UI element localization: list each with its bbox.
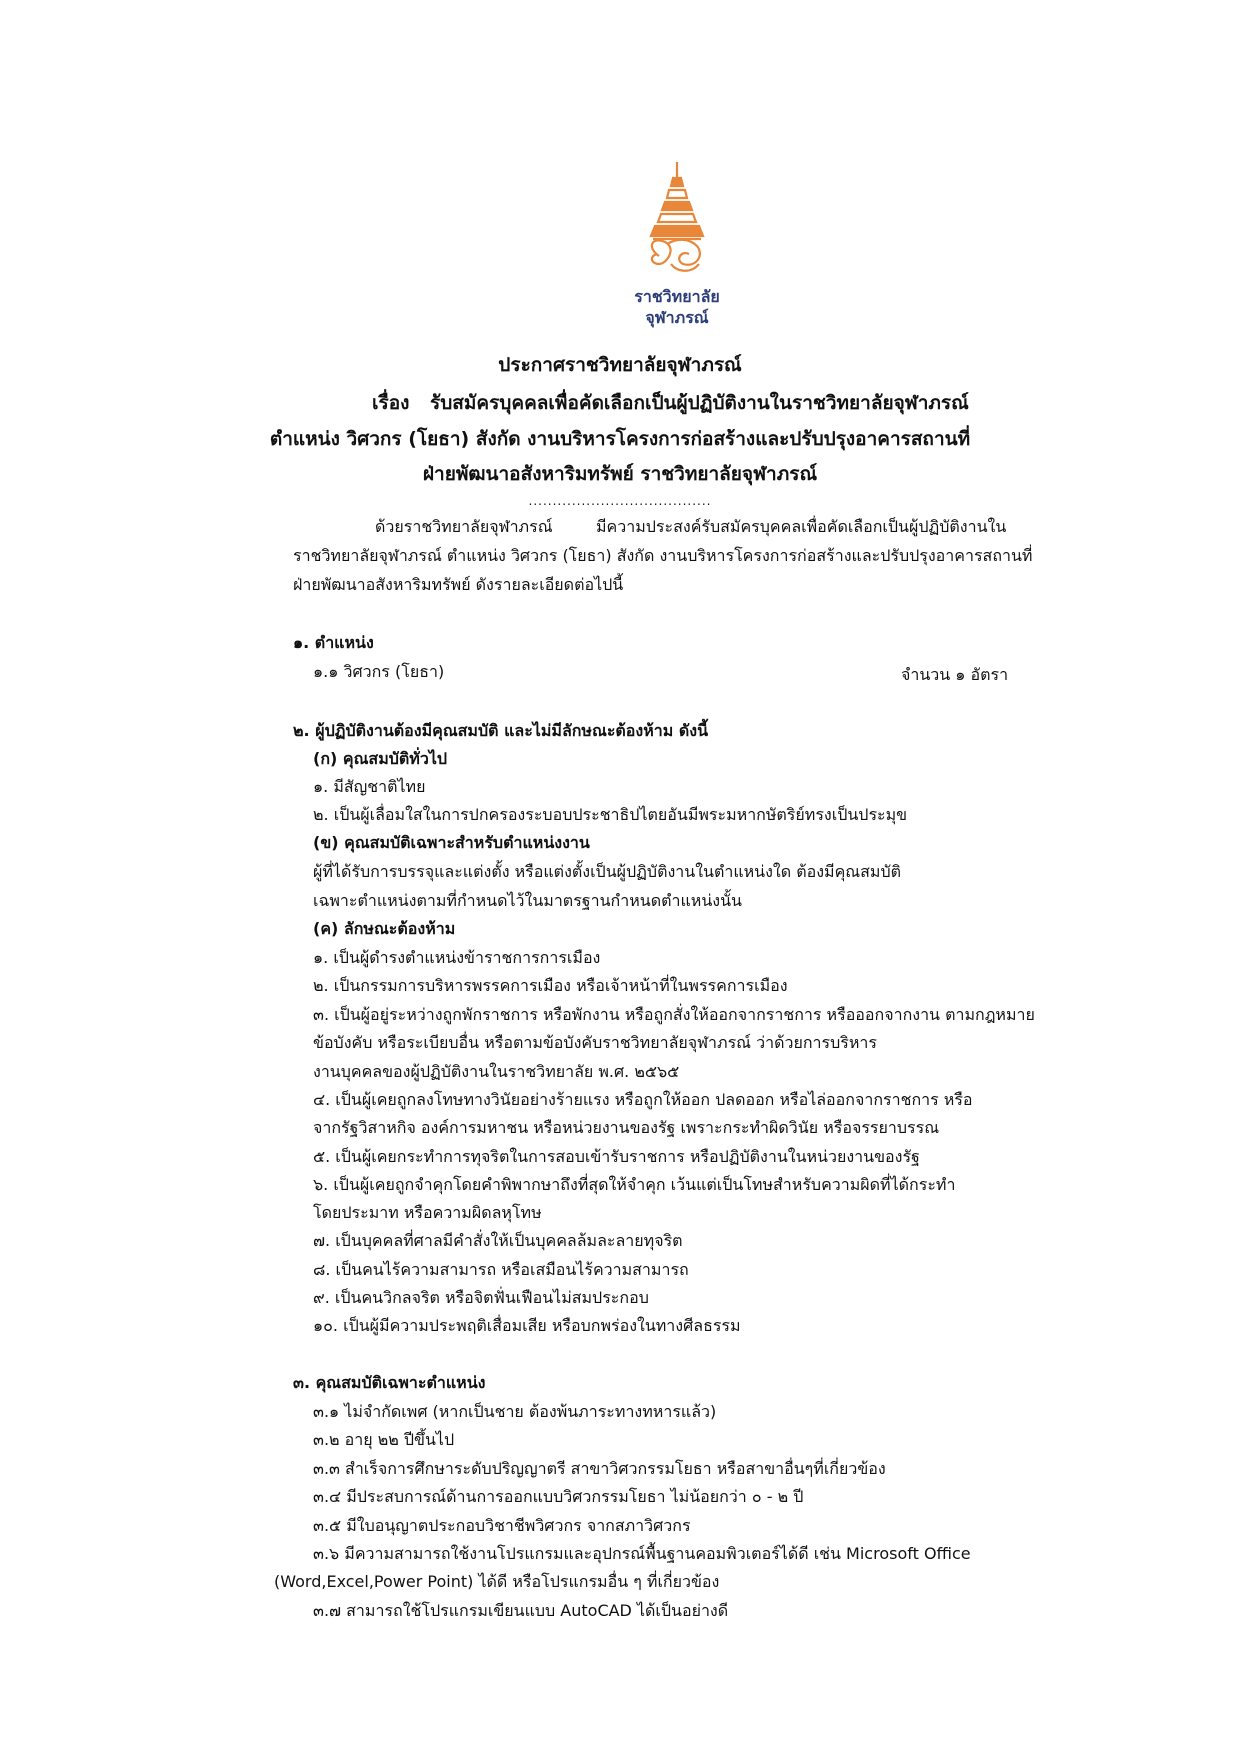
- section-2-heading: ๒. ผู้ปฏิบัติงานต้องมีคุณสมบัติ และไม่มีลักษณะต้องห้าม ดังนี้: [293, 721, 709, 740]
- topic-label: เรื่อง: [372, 392, 410, 414]
- section-3-item-6a: ๓.๖ มีความสามารถใช้งานโปรแกรมและอุปกรณ์พื้นฐานคอมพิวเตอร์ได้ดี เช่น Microsoft Office: [313, 1544, 971, 1563]
- section-2c-item-5: ๕. เป็นผู้เคยกระทำการทุจริตในการสอบเข้ารับราชการ หรือปฏิบัติงานในหน่วยงานของรัฐ: [313, 1147, 920, 1166]
- section-3-heading: ๓. คุณสมบัติเฉพาะตำแหน่ง: [293, 1373, 486, 1392]
- section-3-item-6b: (Word,Excel,Power Point) ได้ดี หรือโปรแกรมอื่น ๆ ที่เกี่ยวข้อง: [274, 1572, 720, 1591]
- separator-dots: ......................................: [528, 494, 712, 508]
- section-2c-item-9: ๙. เป็นคนวิกลจริต หรือจิตฟั่นเฟือนไม่สมประกอบ: [313, 1288, 649, 1307]
- section-2b-line-2: เฉพาะตำแหน่งตามที่กำหนดไว้ในมาตรฐานกำหนดตำแหน่งนั้น: [313, 891, 742, 910]
- section-3-item-1: ๓.๑ ไม่จำกัดเพศ (หากเป็นชาย ต้องพ้นภาระทางทหารแล้ว): [313, 1402, 717, 1421]
- intro-line-1b: มีความประสงค์รับสมัครบุคคลเพื่อคัดเลือกเป็นผู้ปฏิบัติงานใน: [596, 517, 1007, 536]
- section-2a-item-1: ๑. มีสัญชาติไทย: [313, 777, 426, 796]
- section-2c-item-3c: งานบุคคลของผู้ปฏิบัติงานในราชวิทยาลัย พ.ศ. ๒๕๖๕: [313, 1062, 680, 1081]
- section-2c-item-8: ๘. เป็นคนไร้ความสามารถ หรือเสมือนไร้ความสามารถ: [313, 1260, 689, 1279]
- logo-text-line1: ราชวิทยาลัย: [634, 287, 720, 306]
- section-3-item-7: ๓.๗ สามารถใช้โปรแกรมเขียนแบบ AutoCAD ได้เป็นอย่างดี: [313, 1601, 729, 1620]
- section-2c-item-3b: ข้อบังคับ หรือระเบียบอื่น หรือตามข้อบังคับราชวิทยาลัยจุฬาภรณ์ ว่าด้วยการบริหาร: [313, 1033, 877, 1052]
- intro-line-1a: ด้วยราชวิทยาลัยจุฬาภรณ์: [375, 517, 553, 536]
- section-2c-item-3a: ๓. เป็นผู้อยู่ระหว่างถูกพักราชการ หรือพักงาน หรือถูกสั่งให้ออกจากราชการ หรือออกจากงาน ตามกฎหมาย: [313, 1005, 1035, 1024]
- section-2b-line-1: ผู้ที่ได้รับการบรรจุและแต่งตั้ง หรือแต่งตั้งเป็นผู้ปฏิบัติงานในตำแหน่งใด ต้องมีคุณสมบัติ: [313, 862, 901, 881]
- section-2c-item-2: ๒. เป็นกรรมการบริหารพรรคการเมือง หรือเจ้าหน้าที่ในพรรคการเมือง: [313, 976, 788, 995]
- intro-line-3: ฝ่ายพัฒนาอสังหาริมทรัพย์ ดังรายละเอียดต่อไปนี้: [293, 575, 624, 594]
- section-2c-item-6b: โดยประมาท หรือความผิดลหุโทษ: [313, 1203, 542, 1222]
- section-2c-item-4b: จากรัฐวิสาหกิจ องค์การมหาชน หรือหน่วยงานของรัฐ เพราะกระทำผิดวินัย หรือจรรยาบรรณ: [313, 1118, 940, 1137]
- section-3-item-2: ๓.๒ อายุ ๒๒ ปีขึ้นไป: [313, 1430, 455, 1449]
- section-2b-heading: (ข) คุณสมบัติเฉพาะสำหรับตำแหน่งงาน: [313, 833, 590, 852]
- section-1-heading: ๑. ตำแหน่ง: [293, 633, 374, 652]
- section-2a-item-2: ๒. เป็นผู้เลื่อมใสในการปกครองระบอบประชาธิปไตยอันมีพระมหากษัตริย์ทรงเป็นประมุข: [313, 805, 908, 824]
- department-line: ฝ่ายพัฒนาอสังหาริมทรัพย์ ราชวิทยาลัยจุฬาภรณ์: [422, 463, 818, 485]
- crown-emblem-icon: [637, 160, 717, 285]
- announcement-title: ประกาศราชวิทยาลัยจุฬาภรณ์: [498, 354, 742, 376]
- intro-line-2: ราชวิทยาลัยจุฬาภรณ์ ตำแหน่ง วิศวกร (โยธา) สังกัด งานบริหารโครงการก่อสร้างและปรับปรุงอาคารสถานที่: [293, 546, 1033, 565]
- position-line: ตำแหน่ง วิศวกร (โยธา) สังกัด งานบริหารโครงการก่อสร้างและปรับปรุงอาคารสถานที่: [269, 428, 971, 450]
- college-logo: [622, 160, 732, 336]
- section-2c-item-1: ๑. เป็นผู้ดำรงตำแหน่งข้าราชการการเมือง: [313, 948, 601, 967]
- section-2c-item-7: ๗. เป็นบุคคลที่ศาลมีคำสั่งให้เป็นบุคคลล้มละลายทุจริต: [313, 1231, 683, 1250]
- section-2a-heading: (ก) คุณสมบัติทั่วไป: [313, 749, 448, 768]
- section-2c-item-4a: ๔. เป็นผู้เคยถูกลงโทษทางวินัยอย่างร้ายแรง หรือถูกให้ออก ปลดออก หรือไล่ออกจากราชการ หรือ: [313, 1090, 973, 1109]
- section-2c-item-10: ๑๐. เป็นผู้มีความประพฤติเสื่อมเสีย หรือบกพร่องในทางศีลธรรม: [313, 1316, 741, 1335]
- section-3-item-3: ๓.๓ สำเร็จการศึกษาระดับปริญญาตรี สาขาวิศวกรรมโยธา หรือสาขาอื่นๆที่เกี่ยวข้อง: [313, 1459, 886, 1478]
- topic-text: รับสมัครบุคคลเพื่อคัดเลือกเป็นผู้ปฏิบัติงานในราชวิทยาลัยจุฬาภรณ์: [430, 392, 969, 414]
- section-2c-heading: (ค) ลักษณะต้องห้าม: [313, 919, 456, 938]
- announcement-topic: [372, 388, 969, 418]
- section-3-item-4: ๓.๔ มีประสบการณ์ด้านการออกแบบวิศวกรรมโยธา ไม่น้อยกว่า ๐ - ๒ ปี: [313, 1487, 804, 1506]
- section-1-item: ๑.๑ วิศวกร (โยธา): [313, 662, 445, 681]
- logo-text-line2: จุฬาภรณ์: [645, 308, 709, 327]
- section-2c-item-6a: ๖. เป็นผู้เคยถูกจำคุกโดยคำพิพากษาถึงที่สุดให้จำคุก เว้นแต่เป็นโทษสำหรับความผิดที่ได้กระทำ: [313, 1175, 956, 1194]
- position-count: จำนวน ๑ อัตรา: [901, 665, 1009, 684]
- section-3-item-5: ๓.๕ มีใบอนุญาตประกอบวิชาชีพวิศวกร จากสภาวิศวกร: [313, 1516, 691, 1535]
